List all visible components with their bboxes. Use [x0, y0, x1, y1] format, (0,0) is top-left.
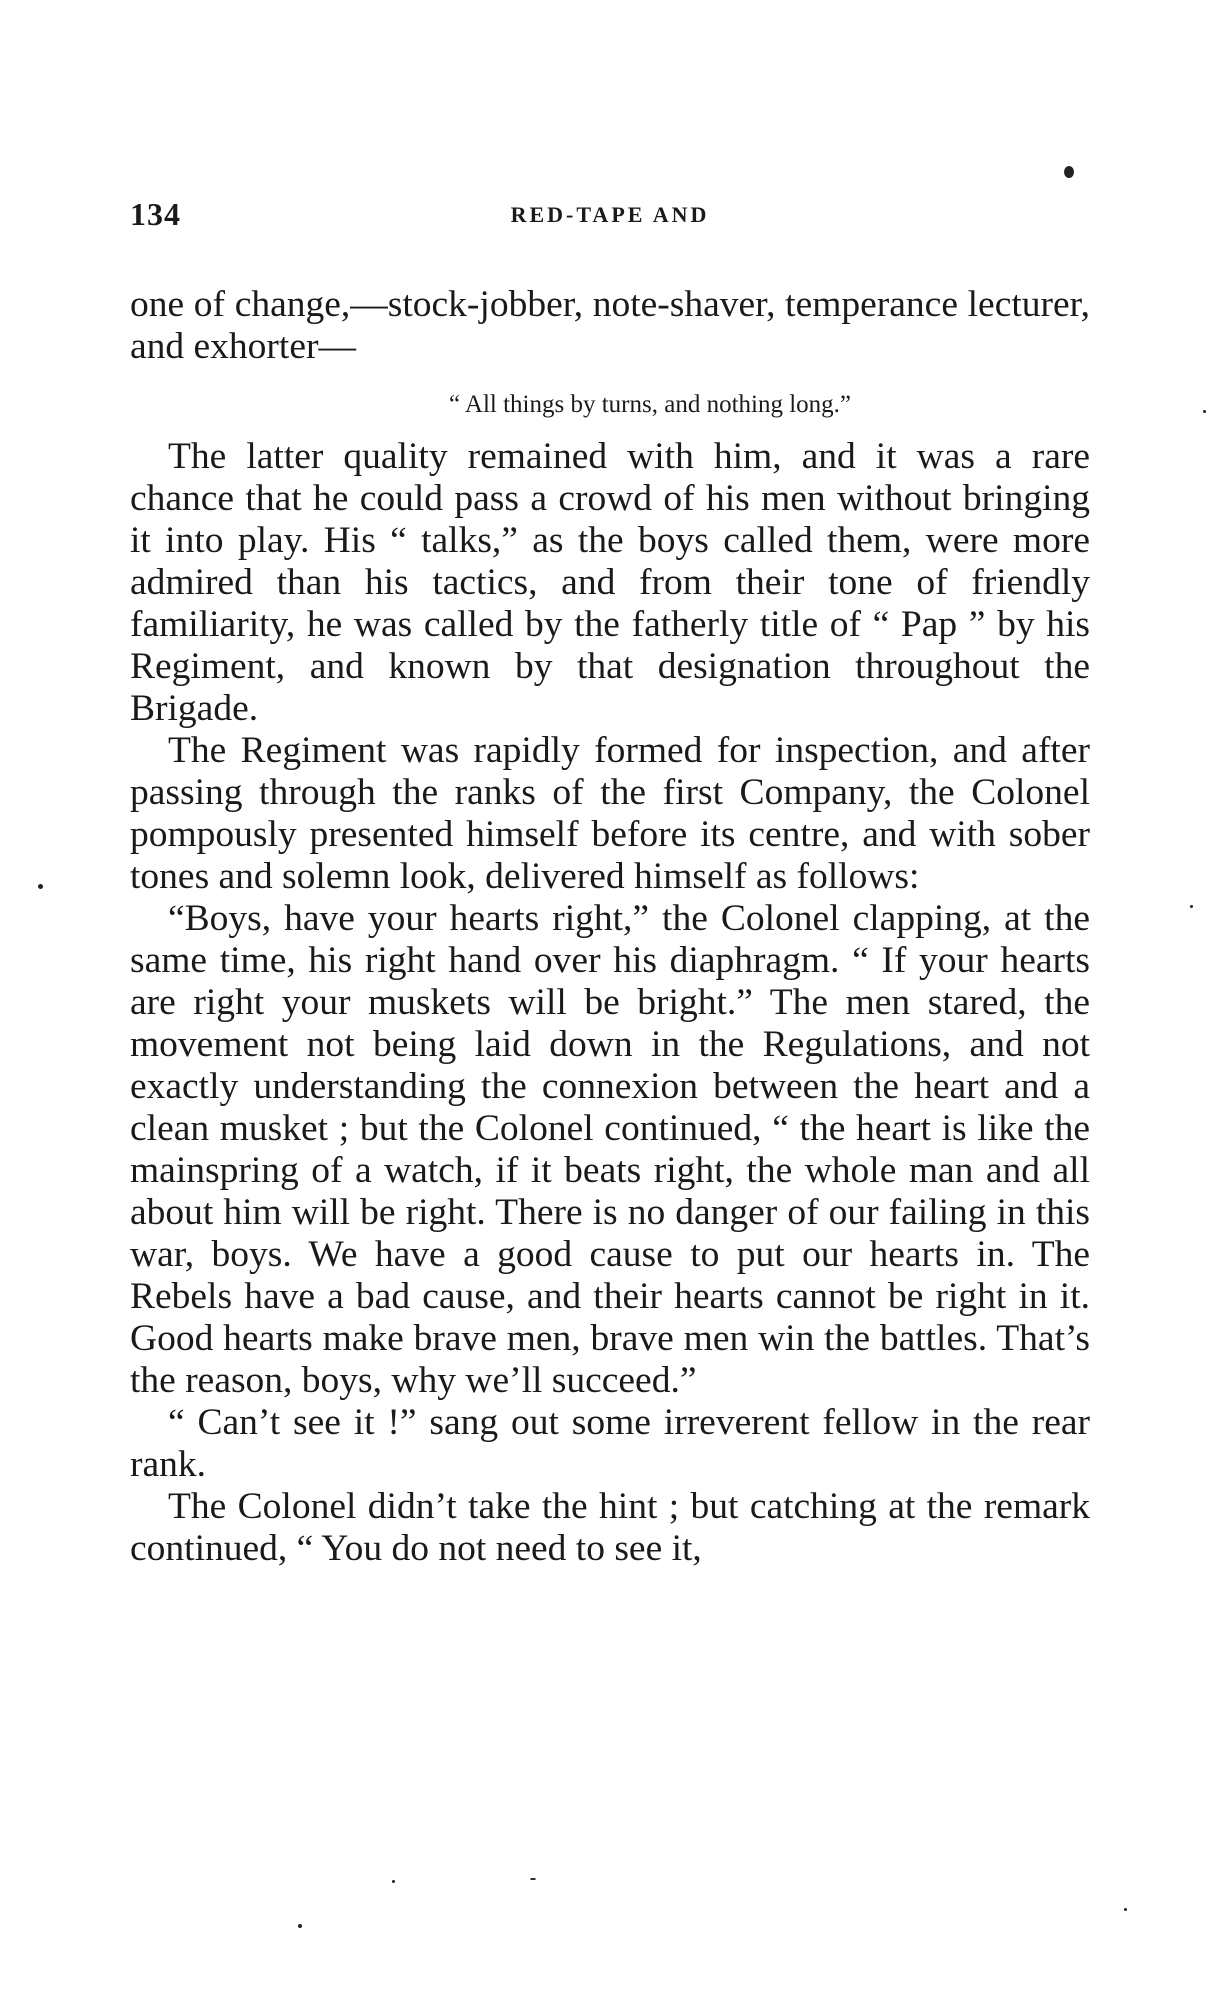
paragraph-1: one of change,—stock-jobber, note-shaver, temperance lecturer, and exhorter—	[130, 284, 1090, 367]
page-header	[130, 196, 1090, 236]
scan-speck	[1064, 166, 1074, 178]
scan-speck	[38, 884, 43, 889]
paragraph-6: The Colonel didn’t take the hint ; but catching at the remark continued, “ You do not need to see it,	[130, 1486, 1090, 1569]
paragraph-3: The Regiment was rapidly formed for inspection, and after passing through the ranks of the first Company, the Colonel pompously presented himself before its centre, and with sober tones and solemn look, delivered himself as follows:	[130, 730, 1090, 897]
scan-speck	[1124, 1908, 1127, 1911]
body-text	[130, 284, 1090, 1570]
paragraph-4: “Boys, have your hearts right,” the Colonel clapping, at the same time, his right hand over his diaphragm. “ If your hearts are right your muskets will be bright.” The men stared, the movement not being laid down in the Regulations, and not exactly understanding the connexion between the heart and a clean musket ; but the Colonel continued, “ the heart is like the mainspring of a watch, if it beats right, the whole man and all about him will be right. There is no danger of our failing in this war, boys. We have a good cause to put our hearts in. The Rebels have a bad cause, and their hearts cannot be right in it. Good hearts make brave men, brave men win the battles. That’s the reason, boys, why we’ll succeed.”	[130, 898, 1090, 1401]
paragraph-2: The latter quality remained with him, and it was a rare chance that he could pass a crowd of his men without bringing it into play. His “ talks,” as the boys called them, were more admired than his tactics, and from their tone of friendly familiarity, he was called by the fatherly title of “ Pap ” by his Regiment, and known by that designation throughout the Brigade.	[130, 436, 1090, 729]
running-title: RED-TAPE AND	[510, 202, 710, 227]
scan-speck	[392, 1880, 395, 1883]
scan-speck	[530, 1878, 536, 1880]
scan-speck	[298, 1924, 302, 1928]
scan-speck	[1203, 410, 1206, 413]
book-page	[130, 0, 1090, 2001]
epigraph-quote: “ All things by turns, and nothing long.”	[448, 391, 852, 418]
page-number: 134	[130, 196, 181, 232]
paragraph-5: “ Can’t see it !” sang out some irreverent fellow in the rear rank.	[130, 1402, 1090, 1485]
scan-speck	[1190, 905, 1193, 908]
